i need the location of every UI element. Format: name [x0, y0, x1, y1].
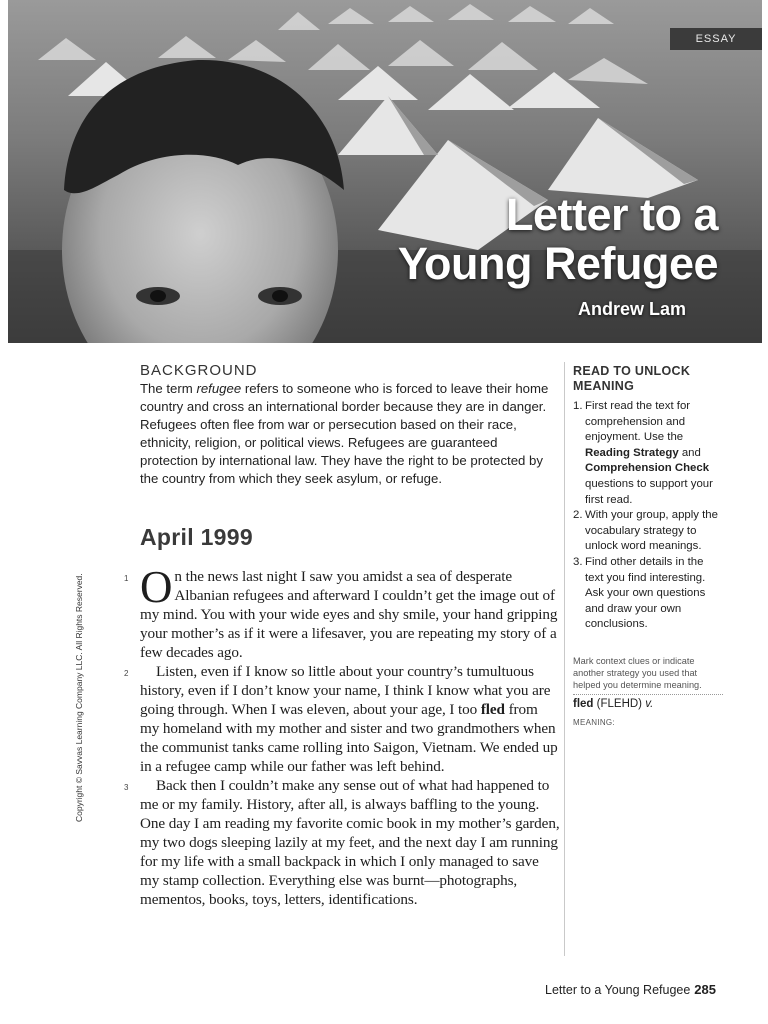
- strategy-item-1: 1. First read the text for comprehension and enjoyment. Use the Reading Strategy and Comprehension Check questions to support your first read.: [573, 400, 713, 506]
- context-clue-note: Mark context clues or indicate another strategy you used that helped you determine meaning.: [573, 655, 702, 690]
- author-name: Andrew Lam: [577, 299, 686, 319]
- paragraph-number: 2: [124, 669, 129, 678]
- footer-title: Letter to a Young Refugee: [545, 983, 691, 997]
- column-divider: [564, 362, 565, 956]
- strategy-list: [573, 399, 723, 633]
- page-footer: [545, 982, 716, 997]
- paragraph-number: 3: [124, 783, 129, 792]
- vocab-word: fled: [573, 697, 594, 710]
- copyright-notice: Copyright © Savvas Learning Company LLC. All Rights Reserved.: [74, 573, 84, 822]
- paragraph-1: 1 O n the news last night I saw you amidst a sea of desperate Albanian refugees and afterward I couldn’t get the image out of my mind. You with your wide eyes and shy smile, your hand gripping your mother’s as if it were a lifesaver, you are repeating my story of a few decades ago.: [124, 562, 558, 661]
- paragraph-2: 2 Listen, even if I know so little about your country’s tumultuous history, even if I don’t know your name, I think I know what you are going through. When I was eleven, about your age, I too fled from my homeland with my mother and sister and two grandmothers when the communist tanks came rolling into Saigon, Vietnam. We ended up in a refugee camp while our father was left behind.: [124, 663, 558, 775]
- section-tab: ESSAY: [670, 28, 762, 50]
- background-text: The term refugee refers to someone who is forced to leave their home country and cross an international border because they are in danger. Refugees often flee from war or persecution based on their race, ethnicity, religion, or political views. Refugees are guaranteed protection by international law. They have the right to be protected by the country from which they seek asylum, or refuge.: [140, 381, 549, 486]
- sidebar-heading: READ TO UNLOCK MEANING: [573, 364, 691, 393]
- vocab-part-of-speech: v.: [645, 697, 654, 710]
- title-line-2: Young Refugee: [397, 238, 718, 289]
- vocab-pronunciation: (FLEHD): [596, 697, 643, 710]
- paragraph-number: 1: [124, 574, 129, 583]
- page-number: 285: [694, 982, 716, 997]
- background-section: [140, 362, 555, 488]
- note-divider: [573, 694, 723, 695]
- title-line-1: Letter to a: [505, 189, 718, 240]
- page-title: [398, 190, 718, 288]
- sidebar: [573, 364, 723, 727]
- strategy-item-2: 2. With your group, apply the vocabulary strategy to unlock word meanings.: [573, 509, 718, 553]
- hero-photo: [8, 0, 762, 343]
- paragraph-3: 3 Back then I couldn’t make any sense out of what had happened to me or my family. History, after all, is always baffling to the young. One day I am reading my favorite comic book in my mother’s garden, my two dogs sleeping lazily at my feet, and the next day I am running for my life with a small backpack in which I only managed to save my stamp collection. Everything else was burnt—photographs, mementos, books, toys, letters, identifications.: [124, 777, 560, 908]
- essay-body: [124, 562, 560, 909]
- strategy-item-3: 3. Find other details in the text you find interesting. Ask your own questions and draw your own conclusions.: [573, 555, 706, 631]
- drop-cap: O: [140, 562, 173, 612]
- vocab-entry: [573, 698, 723, 710]
- vocab-highlight-fled[interactable]: fled: [480, 701, 505, 718]
- section-heading: April 1999: [140, 524, 253, 550]
- refugee-camp-photo: [8, 0, 762, 343]
- background-heading: BACKGROUND: [140, 362, 258, 379]
- meaning-field-label[interactable]: MEANING:: [573, 717, 615, 727]
- term-refugee: refugee: [196, 381, 242, 396]
